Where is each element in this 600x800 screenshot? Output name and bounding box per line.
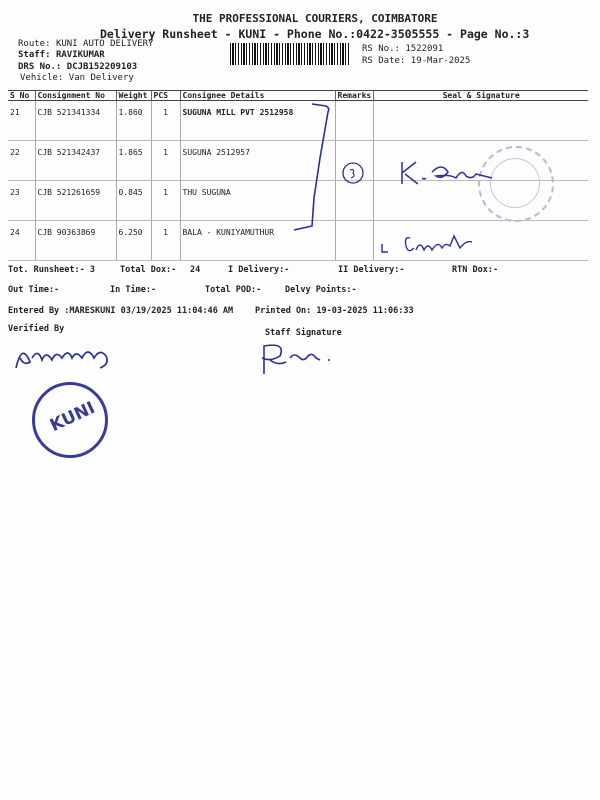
cell-sno: 24 (8, 221, 35, 261)
cell-sno: 22 (8, 141, 35, 181)
route-label: Route: (18, 39, 51, 49)
route-line (18, 39, 153, 49)
cell-pcs: 1 (151, 141, 180, 181)
cell-seal (374, 101, 588, 141)
cell-pcs: 1 (151, 181, 180, 221)
drs-line (18, 62, 137, 72)
out-time: Out Time:- (8, 285, 60, 295)
drs-label: DRS No.: (18, 62, 62, 72)
cell-consignee: THU SUGUNA (180, 181, 335, 221)
i-delivery: I Delivery:- (228, 265, 290, 275)
verified-by-label: Verified By (8, 324, 65, 334)
verified-by-signature (12, 338, 122, 374)
bracket-mark (290, 98, 340, 238)
total-dox-value: 24 (190, 265, 201, 275)
total-dox-label: Total Dox:- (120, 265, 177, 275)
entered-by: Entered By :MARESKUNI 03/19/2025 11:04:46 AM (8, 306, 234, 316)
vehicle-label: Vehicle: (20, 73, 64, 83)
total-pod: Total POD:- (205, 285, 262, 295)
staff-label: Staff: (18, 50, 51, 60)
rs-date-value: 19-Mar-2025 (410, 56, 471, 66)
cell-consignment: CJB 90363869 (35, 221, 116, 261)
ii-delivery: II Delivery:- (338, 265, 405, 275)
runsheet-title: Delivery Runsheet - KUNI - Phone No.:0422-3505555 - Page No.:3 (100, 27, 530, 41)
kuni-stamp-text: KUNI (46, 397, 99, 437)
col-pcs: PCS (151, 91, 180, 101)
in-time: In Time:- (110, 285, 157, 295)
cell-weight: 1.860 (116, 101, 151, 141)
company-name: THE PROFESSIONAL COURIERS, COIMBATORE (192, 12, 438, 25)
route-value: KUNI AUTO DELIVERY (55, 39, 154, 49)
vehicle-value: Van Delivery (68, 73, 134, 83)
kuni-stamp (32, 382, 108, 458)
cell-consignee: SUGUNA 2512957 (180, 141, 335, 181)
cell-weight: 6.250 (116, 221, 151, 261)
col-weight: Weight (116, 91, 151, 101)
delivery-signature-2 (380, 232, 480, 262)
staff-line (18, 50, 105, 60)
cell-consignee: BALA - KUNIYAMUTHUR (180, 221, 335, 261)
cell-sno: 21 (8, 101, 35, 141)
cell-consignment: CJB 521261659 (35, 181, 116, 221)
col-consignee-details: Consignee Details (180, 91, 335, 101)
tot-runsheet: Tot. Runsheet:- 3 (8, 265, 95, 275)
printed-on: Printed On: 19-03-2025 11:06:33 (255, 306, 414, 316)
rs-no-line (362, 44, 443, 54)
barcode (230, 43, 350, 65)
staff-signature-label: Staff Signature (265, 328, 342, 338)
col-remarks: Remarks (335, 91, 374, 101)
col-sno: S No (8, 91, 35, 101)
remark-circle-mark (340, 160, 370, 190)
cell-weight: 1.865 (116, 141, 151, 181)
delivery-signature-1 (396, 158, 506, 188)
rs-no-value: 1522091 (405, 44, 444, 54)
delvy-points: Delvy Points:- (285, 285, 357, 295)
col-consignment-no: Consignment No (35, 91, 116, 101)
rs-no-label: RS No.: (362, 44, 400, 54)
rs-date-line (362, 56, 470, 66)
cell-consignment: CJB 521341334 (35, 101, 116, 141)
vehicle-line (20, 73, 134, 83)
staff-signature (250, 340, 340, 376)
cell-sno: 23 (8, 181, 35, 221)
cell-remarks (335, 101, 374, 141)
cell-consignee: SUGUNA MILL PVT 2512958 (180, 101, 335, 141)
rs-date-label: RS Date: (362, 56, 406, 66)
drs-value: DCJB152209103 (66, 62, 138, 72)
col-seal-signature: Seal & Signature (374, 91, 588, 101)
rtn-dox: RTN Dox:- (452, 265, 499, 275)
cell-pcs: 1 (151, 221, 180, 261)
staff-value: RAVIKUMAR (55, 50, 105, 60)
cell-pcs: 1 (151, 101, 180, 141)
cell-remarks (335, 221, 374, 261)
cell-weight: 0.845 (116, 181, 151, 221)
cell-consignment: CJB 521342437 (35, 141, 116, 181)
